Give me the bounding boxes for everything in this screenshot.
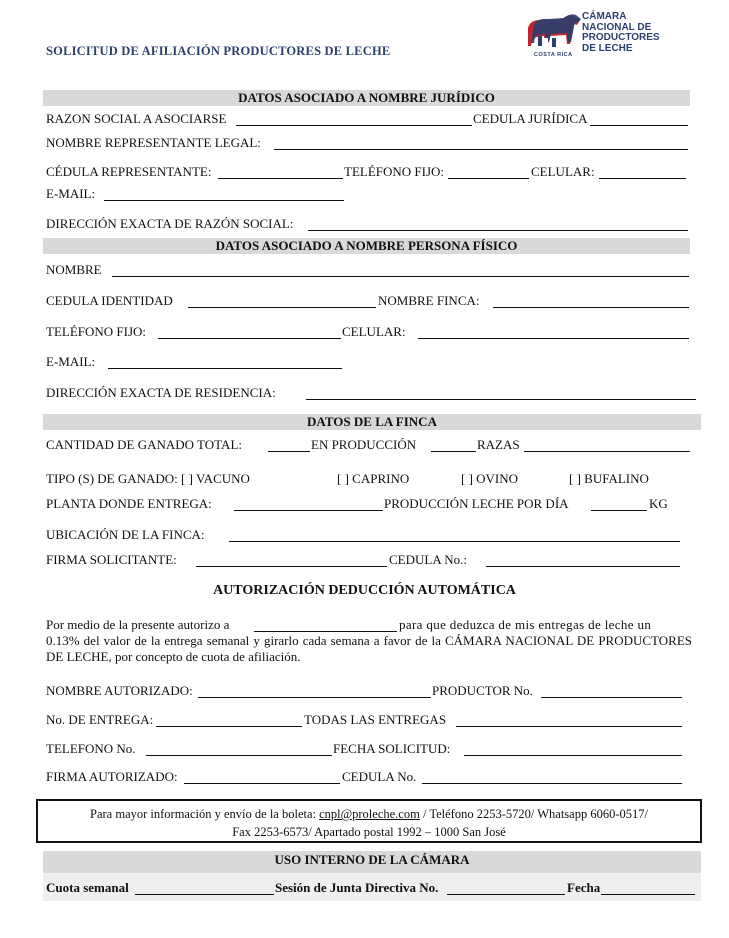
info-text: Para mayor información y envío de la boleta: (90, 807, 320, 821)
label-cuota-semanal: Cuota semanal (46, 880, 129, 895)
logo-line: DE LECHE (582, 42, 633, 54)
autorizacion-title: AUTORIZACIÓN DEDUCCIÓN AUTOMÁTICA (213, 583, 516, 598)
field-nombre-finca[interactable] (493, 307, 689, 308)
para-rest: 0.13% del valor de la entrega semanal y girarlo cada semana a favor de la CÁMARA NACIONAL DE PRODUCTORES DE LECHE, por concepto de cuota de afiliación. (46, 633, 692, 664)
page-title: SOLICITUD DE AFILIACIÓN PRODUCTORES DE LECHE (46, 44, 391, 58)
field-fecha-solicitud[interactable] (464, 755, 682, 756)
field-en-produccion[interactable] (431, 451, 476, 452)
label-celular-fis: CELULAR: (342, 324, 406, 339)
field-email-jur[interactable] (104, 200, 344, 201)
label-email-jur: E-MAIL: (46, 186, 96, 201)
logo-text (582, 12, 660, 54)
field-no-entrega[interactable] (156, 726, 302, 727)
label-sesion-junta: Sesión de Junta Directiva No. (275, 880, 439, 895)
field-sesion-junta[interactable] (447, 894, 565, 895)
label-razon-social: RAZON SOCIAL A ASOCIARSE (46, 111, 227, 126)
field-razas[interactable] (524, 451, 690, 452)
field-cedula-solicitante[interactable] (486, 566, 680, 567)
section-title: DATOS ASOCIADO A NOMBRE PERSONA FÍSICO (215, 238, 518, 253)
field-autorizo-a[interactable] (254, 631, 397, 632)
label-en-produccion: EN PRODUCCIÓN (311, 437, 417, 452)
section-interno-header (43, 851, 701, 873)
field-nombre-representante[interactable] (274, 149, 688, 150)
label-kg: KG (649, 496, 668, 511)
field-telefono-no[interactable] (146, 755, 332, 756)
logo-line: PRODUCTORES (582, 32, 660, 43)
field-telefono-fijo-fis[interactable] (158, 338, 341, 339)
label-fecha: Fecha (567, 880, 601, 895)
field-celular-fis[interactable] (418, 338, 689, 339)
label-email-fis: E-MAIL: (46, 354, 96, 369)
field-nombre[interactable] (112, 276, 689, 277)
section-title: USO INTERNO DE LA CÁMARA (274, 852, 470, 867)
label-telefono-no: TELEFONO No. (46, 741, 136, 756)
label-firma-autorizado: FIRMA AUTORIZADO: (46, 769, 178, 784)
field-cedula-representante[interactable] (218, 178, 343, 179)
label-celular-jur: CELULAR: (531, 164, 595, 179)
label-nombre: NOMBRE (46, 262, 102, 277)
label-cedula-identidad: CEDULA IDENTIDAD (46, 293, 173, 308)
cow-logo-icon (524, 10, 584, 56)
label-cedula-autorizado: CEDULA No. (342, 769, 417, 784)
info-line-2: Fax 2253-6573/ Apartado postal 1992 – 1000 San José (232, 825, 506, 839)
logo-country: COSTA RICA (534, 52, 573, 58)
checkbox-ovino[interactable]: [ ] OVINO (461, 471, 519, 486)
label-planta: PLANTA DONDE ENTREGA: (46, 496, 212, 511)
label-direccion-jur: DIRECCIÓN EXACTA DE RAZÓN SOCIAL: (46, 216, 294, 231)
label-cedula-juridica: CEDULA JURÍDICA (473, 111, 588, 126)
label-firma-solicitante: FIRMA SOLICITANTE: (46, 552, 177, 567)
label-nombre-representante: NOMBRE REPRESENTANTE LEGAL: (46, 135, 261, 150)
label-telefono-fijo-fis: TELÉFONO FIJO: (46, 324, 147, 339)
label-razas: RAZAS (477, 437, 520, 452)
field-celular-jur[interactable] (599, 178, 686, 179)
label-ubicacion: UBICACIÓN DE LA FINCA: (46, 527, 205, 542)
field-direccion-jur[interactable] (308, 230, 688, 231)
section-juridico-header (43, 90, 690, 106)
email-link[interactable]: cnpl@proleche.com (319, 807, 420, 821)
section-fisico-header (43, 238, 690, 254)
label-direccion-fis: DIRECCIÓN EXACTA DE RESIDENCIA: (46, 385, 276, 400)
field-telefono-fijo-jur[interactable] (448, 178, 529, 179)
info-line-1 (38, 806, 700, 822)
field-planta[interactable] (234, 510, 383, 511)
field-direccion-fis[interactable] (306, 399, 696, 400)
label-cedula-solicitante: CEDULA No.: (389, 552, 467, 567)
section-title: DATOS ASOCIADO A NOMBRE JURÍDICO (238, 90, 495, 105)
label-telefono-fijo-jur: TELÉFONO FIJO: (344, 164, 445, 179)
label-todas-entregas: TODAS LAS ENTREGAS (304, 712, 447, 727)
logo-line: CÁMARA (582, 11, 627, 22)
field-productor-no[interactable] (541, 697, 682, 698)
field-email-fis[interactable] (108, 368, 342, 369)
field-firma-autorizado[interactable] (184, 783, 340, 784)
field-cedula-identidad[interactable] (188, 307, 376, 308)
info-text: / Teléfono 2253-5720/ Whatsapp 6060-0517/ (419, 807, 648, 821)
label-nombre-autorizado: NOMBRE AUTORIZADO: (46, 683, 193, 698)
checkbox-bufalino[interactable]: [ ] BUFALINO (569, 471, 649, 486)
info-box (36, 799, 702, 843)
section-title: DATOS DE LA FINCA (307, 414, 437, 429)
label-produccion-dia: PRODUCCIÓN LECHE POR DÍA (384, 496, 569, 511)
section-finca-header (43, 414, 701, 430)
field-nombre-autorizado[interactable] (198, 697, 431, 698)
field-cedula-juridica[interactable] (590, 125, 688, 126)
checkbox-vacuno[interactable]: TIPO (S) DE GANADO: [ ] VACUNO (46, 471, 250, 486)
label-nombre-finca: NOMBRE FINCA: (378, 293, 480, 308)
field-todas-entregas[interactable] (456, 726, 682, 727)
checkbox-caprino[interactable]: [ ] CAPRINO (337, 471, 410, 486)
field-razon-social[interactable] (236, 125, 472, 126)
para-mid: para que deduzca de mis entregas de leche un (399, 617, 652, 632)
label-cedula-representante: CÉDULA REPRESENTANTE: (46, 164, 212, 179)
field-firma-solicitante[interactable] (196, 566, 387, 567)
field-produccion-dia[interactable] (591, 510, 647, 511)
field-cuota-semanal[interactable] (135, 894, 274, 895)
logo-line: NACIONAL DE (582, 21, 652, 33)
label-no-entrega: No. DE ENTREGA: (46, 712, 154, 727)
label-cantidad-ganado: CANTIDAD DE GANADO TOTAL: (46, 437, 242, 452)
field-ubicacion[interactable] (229, 541, 680, 542)
label-productor-no: PRODUCTOR No. (432, 683, 533, 698)
para-start: Por medio de la presente autorizo a (46, 617, 230, 632)
field-fecha[interactable] (601, 894, 695, 895)
field-cantidad-ganado[interactable] (268, 451, 310, 452)
field-cedula-autorizado[interactable] (422, 783, 682, 784)
label-fecha-solicitud: FECHA SOLICITUD: (333, 741, 451, 756)
